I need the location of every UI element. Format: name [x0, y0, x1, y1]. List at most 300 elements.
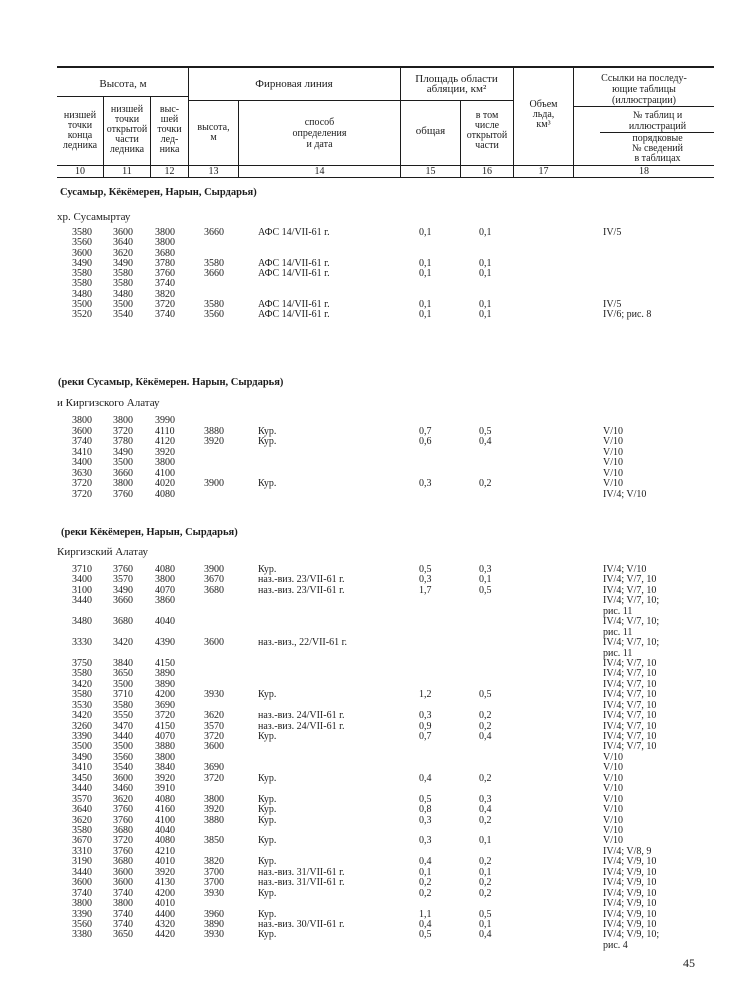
cell-area-total: 0,1: [419, 227, 432, 238]
cell-low-end-height: 3490: [72, 751, 92, 763]
cell-method-date: Кур.: [258, 793, 277, 805]
cell-references: IV/4; V/7, 10: [603, 678, 657, 690]
cell-low-end-height: 3480: [72, 616, 92, 628]
cell-low-end-height: 3410: [72, 762, 92, 774]
cell-firn-height: 3580: [204, 298, 224, 310]
cell-high-point-height: 3800: [155, 574, 175, 586]
cell-area-open: 0,1: [479, 835, 492, 847]
cell-low-end-height: 3740: [72, 887, 92, 899]
col16-header-line: числе: [474, 120, 500, 131]
cell-area-open: 0,2: [479, 814, 492, 826]
cell-low-open-height: 3660: [113, 595, 133, 607]
cell-method-date: Кур.: [258, 564, 277, 575]
cell-area-total: 0,5: [419, 929, 432, 941]
header-bottom-rule: [57, 177, 714, 178]
cell-method-date: Кур.: [258, 835, 277, 847]
cell-high-point-height: 4040: [155, 825, 175, 836]
cell-area-open: 0,2: [479, 720, 492, 732]
cell-low-open-height: 3780: [113, 436, 133, 447]
cell-references: V/10: [603, 793, 623, 805]
cell-low-end-height: 3440: [72, 783, 92, 795]
col11-header-line: ледника: [109, 144, 145, 155]
cell-low-end-height: 3400: [72, 457, 92, 468]
cell-area-total: 0,4: [419, 918, 432, 930]
cell-firn-height: 3600: [204, 637, 224, 649]
cell-low-end-height: 3800: [72, 898, 92, 910]
cell-references: V/10: [603, 436, 623, 447]
cell-high-point-height: 3720: [155, 298, 175, 310]
table-row: [0, 437, 752, 447]
cell-method-date: Кур.: [258, 814, 277, 826]
cell-low-end-height: 3520: [72, 309, 92, 320]
col12-header-line: ника: [159, 144, 180, 155]
cell-high-point-height: 3740: [155, 278, 175, 290]
cell-low-open-height: 3490: [113, 584, 133, 596]
col12-header-line: лед-: [160, 134, 179, 145]
cell-low-end-height: 3580: [72, 825, 92, 836]
cell-low-open-height: 3570: [113, 574, 133, 586]
table-row: [0, 416, 752, 426]
cell-high-point-height: 4160: [155, 804, 175, 816]
links-sub1-header-line: № таблиц и: [632, 110, 683, 121]
cell-area-total: 0,5: [419, 564, 432, 575]
cell-area-open: 0,5: [479, 584, 492, 596]
page-number: 45: [683, 956, 695, 970]
col-number: 18: [639, 166, 649, 177]
cell-area-total: 0,4: [419, 772, 432, 784]
cell-firn-height: 3580: [204, 257, 224, 269]
cell-references: IV/4; V/9, 10;: [603, 929, 660, 941]
cell-low-open-height: 3540: [113, 762, 133, 774]
cell-method-date: АФС 14/VII-61 г.: [258, 227, 330, 238]
cell-method-date: наз.-виз. 31/VII-61 г.: [258, 877, 345, 889]
col17-header-line: км³: [536, 119, 551, 130]
table-row: [0, 290, 752, 300]
table-row: [0, 575, 752, 585]
cell-low-end-height: 3560: [72, 237, 92, 249]
cell-high-point-height: 3990: [155, 415, 175, 426]
cell-method-date: наз.-виз. 23/VII-61 г.: [258, 574, 345, 586]
cell-high-point-height: 4390: [155, 637, 175, 649]
cell-high-point-height: 3740: [155, 309, 175, 320]
cell-firn-height: 3850: [204, 835, 224, 847]
cell-high-point-height: 4080: [155, 488, 175, 500]
cell-low-open-height: 3760: [113, 804, 133, 816]
cell-low-end-height: 3530: [72, 699, 92, 711]
cell-low-open-height: 3800: [113, 478, 133, 489]
cell-firn-height: 3920: [204, 436, 224, 447]
cell-area-total: 0,4: [419, 856, 432, 868]
cell-low-open-height: 3490: [113, 257, 133, 269]
cell-low-open-height: 3490: [113, 446, 133, 458]
section-title: (реки Кёкёмерен, Нарын, Сырдарья): [61, 527, 238, 538]
links-group-title-line: ющие таблицы: [612, 84, 676, 95]
cell-firn-height: 3930: [204, 689, 224, 701]
cell-area-open: 0,5: [479, 689, 492, 701]
cell-area-open: 0,3: [479, 793, 492, 805]
cell-low-end-height: 3380: [72, 929, 92, 941]
cell-references: IV/4; V/7, 10: [603, 741, 657, 753]
cell-area-total: 0,1: [419, 298, 432, 310]
cell-high-point-height: 4130: [155, 877, 175, 889]
cell-low-end-height: 3670: [72, 835, 92, 847]
cell-area-open: 0,4: [479, 929, 492, 941]
col12-header-line: выс-: [159, 104, 180, 115]
col13-header-line: высота,: [197, 122, 230, 133]
cell-high-point-height: 3880: [155, 741, 175, 753]
cell-low-end-height: 3560: [72, 918, 92, 930]
cell-references: IV/4; V/9, 10: [603, 918, 657, 930]
cell-high-point-height: 3920: [155, 866, 175, 878]
cell-low-end-height: 3100: [72, 584, 92, 596]
cell-references: IV/5: [603, 227, 622, 238]
cell-low-open-height: 3660: [113, 467, 133, 479]
cell-area-total: 0,5: [419, 793, 432, 805]
cell-area-total: 1,2: [419, 689, 432, 701]
table-row: [0, 941, 752, 951]
cell-low-open-height: 3620: [113, 247, 133, 259]
cell-high-point-height: 3840: [155, 762, 175, 774]
cell-low-end-height: 3750: [72, 657, 92, 669]
cell-area-open: 0,1: [479, 257, 492, 269]
cell-low-end-height: 3450: [72, 772, 92, 784]
cell-low-open-height: 3800: [113, 898, 133, 910]
cell-references: V/10: [603, 478, 623, 489]
cell-high-point-height: 3890: [155, 668, 175, 680]
cell-references: V/10: [603, 772, 623, 784]
cell-firn-height: 3680: [204, 584, 224, 596]
cell-method-date: Кур.: [258, 887, 277, 899]
cell-method-date: Кур.: [258, 856, 277, 868]
cell-low-open-height: 3460: [113, 783, 133, 795]
section-title: Сусамыр, Кёкёмерен, Нарын, Сырдарья): [60, 187, 257, 198]
cell-low-end-height: 3330: [72, 637, 92, 649]
col11-header-line: точки: [114, 114, 140, 125]
height-group-title: Высота, м: [99, 78, 147, 90]
cell-area-open: 0,5: [479, 425, 492, 437]
cell-low-open-height: 3680: [113, 856, 133, 868]
cell-high-point-height: 3690: [155, 699, 175, 711]
cell-firn-height: 3620: [204, 710, 224, 722]
col17-header-line: Объем: [529, 99, 558, 110]
cell-high-point-height: 4040: [155, 616, 175, 628]
cell-area-open: 0,4: [479, 436, 492, 447]
col10-header-line: низшей: [63, 110, 97, 121]
cell-high-point-height: 4320: [155, 918, 175, 930]
cell-high-point-height: 3780: [155, 257, 175, 269]
cell-low-open-height: 3740: [113, 908, 133, 920]
cell-area-total: 0,7: [419, 425, 432, 437]
table-row: [0, 238, 752, 248]
cell-low-open-height: 3440: [113, 731, 133, 743]
col13-header-line: м: [210, 132, 217, 143]
table-row: [0, 669, 752, 679]
links-group-title-line: Ссылки на последу-: [601, 73, 687, 84]
cell-high-point-height: 4200: [155, 689, 175, 701]
cell-firn-height: 3670: [204, 574, 224, 586]
cell-method-date: Кур.: [258, 929, 277, 941]
cell-high-point-height: 4070: [155, 731, 175, 743]
table-row: [0, 836, 752, 846]
cell-references: IV/6; рис. 8: [603, 309, 652, 320]
cell-low-end-height: 3720: [72, 488, 92, 500]
col17-header: [514, 100, 573, 130]
cell-area-total: 0,3: [419, 574, 432, 586]
links-sub2-header-line: в таблицах: [634, 153, 681, 164]
cell-area-total: 0,3: [419, 835, 432, 847]
cell-references: IV/4; V/10: [603, 488, 647, 500]
cell-firn-height: 3720: [204, 772, 224, 784]
table-row: [0, 930, 752, 940]
cell-references: IV/4; V/8, 9: [603, 845, 652, 857]
cell-low-end-height: 3640: [72, 804, 92, 816]
cell-low-open-height: 3600: [113, 866, 133, 878]
col-number: 10: [75, 166, 85, 177]
col16-header-line: открытой: [466, 130, 508, 141]
table-row: [0, 448, 752, 458]
section-subtitle: Киргизский Алатау: [57, 546, 149, 558]
cell-method-date: наз.-виз. 24/VII-61 г.: [258, 710, 345, 722]
col-number: 17: [538, 166, 549, 177]
cell-low-open-height: 3720: [113, 835, 133, 847]
cell-low-open-height: 3550: [113, 710, 133, 722]
table-row: [0, 427, 752, 437]
cell-references: IV/4; V/9, 10: [603, 866, 657, 878]
cell-firn-height: 3900: [204, 564, 224, 575]
col12-header-line: точки: [157, 124, 182, 135]
cell-references: IV/4; V/7, 10: [603, 710, 657, 722]
cell-low-end-height: 3440: [72, 866, 92, 878]
cell-references: рис. 4: [603, 939, 628, 951]
cell-area-total: 0,2: [419, 887, 432, 899]
cell-low-end-height: 3580: [72, 278, 92, 290]
cell-low-end-height: 3800: [72, 415, 92, 426]
cell-method-date: наз.-виз. 23/VII-61 г.: [258, 584, 345, 596]
cell-references: IV/4; V/7, 10;: [603, 616, 660, 628]
cell-firn-height: 3820: [204, 856, 224, 868]
cell-area-total: 0,6: [419, 436, 432, 447]
cell-low-open-height: 3720: [113, 425, 133, 437]
cell-low-open-height: 3620: [113, 793, 133, 805]
cell-low-open-height: 3650: [113, 929, 133, 941]
cell-low-open-height: 3470: [113, 720, 133, 732]
cell-area-open: 0,1: [479, 309, 492, 320]
cell-references: V/10: [603, 762, 623, 774]
table-row: [0, 279, 752, 289]
cell-low-open-height: 3580: [113, 699, 133, 711]
table-row: [0, 784, 752, 794]
cell-method-date: наз.-виз. 30/VII-61 г.: [258, 918, 345, 930]
cell-references: IV/4; V/9, 10: [603, 908, 657, 920]
cell-area-total: 0,8: [419, 804, 432, 816]
cell-low-end-height: 3480: [72, 288, 92, 300]
cell-high-point-height: 3680: [155, 247, 175, 259]
cell-firn-height: 3930: [204, 929, 224, 941]
cell-low-open-height: 3560: [113, 751, 133, 763]
cell-low-end-height: 3400: [72, 574, 92, 586]
cell-references: V/10: [603, 825, 623, 836]
col-number: 13: [208, 166, 219, 177]
area-group-title-line: Площадь области: [415, 73, 498, 85]
cell-low-open-height: 3680: [113, 616, 133, 628]
cell-area-open: 0,2: [479, 856, 492, 868]
cell-low-end-height: 3580: [72, 689, 92, 701]
cell-high-point-height: 4120: [155, 436, 175, 447]
cell-firn-height: 3960: [204, 908, 224, 920]
cell-area-total: 0,3: [419, 478, 432, 489]
cell-firn-height: 3920: [204, 804, 224, 816]
header-group-rule: [400, 100, 513, 101]
cell-high-point-height: 3760: [155, 268, 175, 279]
cell-method-date: наз.-виз. 31/VII-61 г.: [258, 866, 345, 878]
table-row: [0, 711, 752, 721]
cell-low-end-height: 3390: [72, 731, 92, 743]
cell-area-open: 0,1: [479, 227, 492, 238]
cell-high-point-height: 4100: [155, 814, 175, 826]
cell-low-end-height: 3310: [72, 845, 92, 857]
header-top-rule: [57, 66, 714, 68]
cell-high-point-height: 4080: [155, 564, 175, 575]
col14-header-line: способ: [304, 117, 335, 128]
cell-method-date: Кур.: [258, 908, 277, 920]
col10-header-line: ледника: [62, 140, 98, 151]
cell-references: V/10: [603, 425, 623, 437]
header-group-rule: [57, 96, 188, 97]
cell-low-end-height: 3440: [72, 595, 92, 607]
table-row: [0, 596, 752, 606]
cell-references: IV/4; V/7, 10: [603, 699, 657, 711]
cell-low-end-height: 3260: [72, 720, 92, 732]
col10-header-line: точки: [67, 120, 93, 131]
cell-low-end-height: 3600: [72, 425, 92, 437]
cell-method-date: АФС 14/VII-61 г.: [258, 309, 330, 320]
cell-references: рис. 11: [603, 647, 633, 659]
cell-area-open: 0,1: [479, 268, 492, 279]
cell-high-point-height: 3860: [155, 595, 175, 607]
col14-header: [239, 117, 400, 150]
cell-area-open: 0,2: [479, 887, 492, 899]
cell-method-date: Кур.: [258, 425, 277, 437]
header-group-rule: [573, 106, 714, 107]
cell-references: V/10: [603, 467, 623, 479]
cell-firn-height: 3660: [204, 227, 224, 238]
cell-method-date: Кур.: [258, 804, 277, 816]
cell-area-open: 0,4: [479, 731, 492, 743]
cell-high-point-height: 4080: [155, 793, 175, 805]
table-row: [0, 310, 752, 320]
col14-header-line: и дата: [306, 139, 333, 150]
col13-header: [189, 123, 238, 143]
cell-area-open: 0,2: [479, 772, 492, 784]
cell-low-open-height: 3760: [113, 845, 133, 857]
cell-low-end-height: 3420: [72, 710, 92, 722]
links-group-title-line: (иллюстрации): [612, 95, 676, 106]
table-row: [0, 249, 752, 259]
col11-header-line: низшей: [110, 104, 144, 115]
cell-low-open-height: 3800: [113, 415, 133, 426]
cell-low-open-height: 3740: [113, 918, 133, 930]
section-subtitle: хр. Сусамыртау: [57, 211, 131, 223]
cell-area-open: 0,1: [479, 918, 492, 930]
cell-references: IV/4; V/7, 10: [603, 584, 657, 596]
links-sub2-header-line: № сведений: [631, 143, 684, 154]
cell-area-open: 0,1: [479, 866, 492, 878]
area-group-title: [401, 74, 512, 94]
cell-low-end-height: 3600: [72, 247, 92, 259]
cell-low-open-height: 3760: [113, 564, 133, 575]
cell-area-open: 0,3: [479, 564, 492, 575]
cell-high-point-height: 3800: [155, 457, 175, 468]
col17-header-line: льда,: [532, 109, 555, 120]
col16-header-line: в том: [475, 110, 499, 121]
col10-header: [57, 111, 103, 151]
cell-area-total: 0,1: [419, 866, 432, 878]
cell-firn-height: 3890: [204, 918, 224, 930]
cell-area-open: 0,1: [479, 574, 492, 586]
col-number: 15: [425, 166, 436, 177]
cell-low-open-height: 3580: [113, 278, 133, 290]
cell-high-point-height: 4420: [155, 929, 175, 941]
cell-references: V/10: [603, 446, 623, 458]
cell-references: IV/4; V/9, 10: [603, 898, 657, 910]
cell-firn-height: 3720: [204, 731, 224, 743]
links-sub2-header: [601, 134, 714, 164]
cell-references: IV/4; V/9, 10: [603, 856, 657, 868]
cell-high-point-height: 3800: [155, 227, 175, 238]
cell-high-point-height: 4080: [155, 835, 175, 847]
cell-area-total: 0,1: [419, 268, 432, 279]
cell-references: IV/5: [603, 298, 622, 310]
cell-low-end-height: 3500: [72, 298, 92, 310]
cell-low-end-height: 3580: [72, 268, 92, 279]
cell-low-end-height: 3710: [72, 564, 92, 575]
cell-method-date: Кур.: [258, 772, 277, 784]
col11-header-line: части: [115, 134, 139, 145]
cell-firn-height: 3930: [204, 887, 224, 899]
table-row: [0, 479, 752, 489]
header-group-rule: [188, 100, 400, 101]
cell-low-open-height: 3600: [113, 772, 133, 784]
table-row: [0, 857, 752, 867]
cell-references: рис. 11: [603, 626, 633, 638]
cell-low-open-height: 3650: [113, 668, 133, 680]
cell-low-end-height: 3580: [72, 668, 92, 680]
col16-header: [461, 111, 513, 151]
col-number: 11: [122, 166, 132, 177]
cell-references: V/10: [603, 804, 623, 816]
col12-header-line: шей: [160, 114, 179, 125]
links-sub1-header-line: иллюстраций: [628, 121, 687, 132]
table-row: [0, 899, 752, 909]
cell-method-date: Кур.: [258, 478, 277, 489]
cell-high-point-height: 4020: [155, 478, 175, 489]
cell-high-point-height: 4150: [155, 657, 175, 669]
cell-firn-height: 3570: [204, 720, 224, 732]
cell-low-open-height: 3640: [113, 237, 133, 249]
cell-high-point-height: 4010: [155, 856, 175, 868]
cell-references: IV/4; V/7, 10: [603, 574, 657, 586]
cell-low-open-height: 3480: [113, 288, 133, 300]
cell-low-open-height: 3840: [113, 657, 133, 669]
table-row: [0, 690, 752, 700]
cell-area-open: 0,4: [479, 804, 492, 816]
col-number: 16: [482, 166, 492, 177]
table-row: [0, 458, 752, 468]
cell-area-total: 0,7: [419, 731, 432, 743]
col10-header-line: конца: [67, 130, 93, 141]
cell-references: IV/4; V/7, 10: [603, 689, 657, 701]
cell-firn-height: 3700: [204, 866, 224, 878]
